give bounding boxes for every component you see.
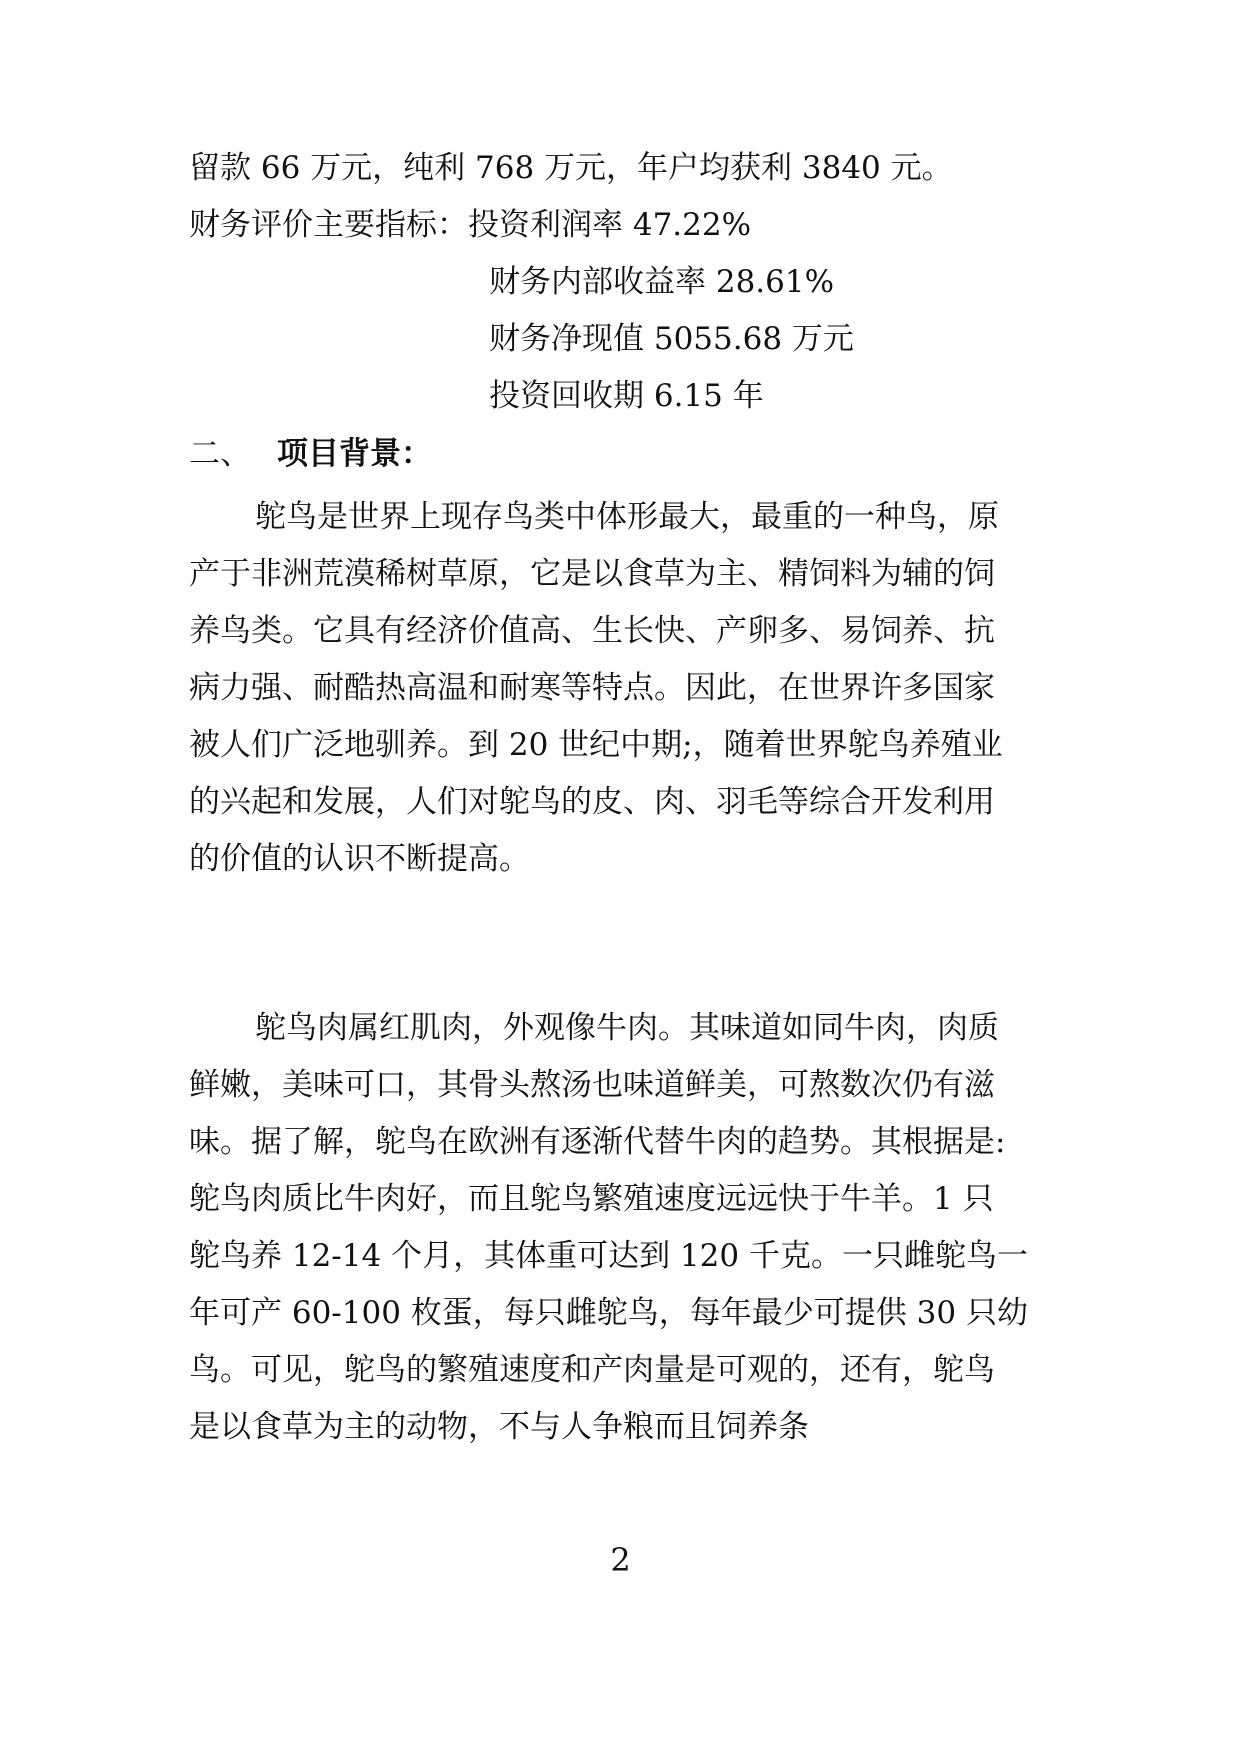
finance-metric: 投资利润率 47.22% [468,207,752,243]
paragraph-line: 的价值的认识不断提高。 [189,841,530,877]
paragraph-line: 病力强、耐酷热高温和耐寒等特点。因此，在世界许多国家 [189,670,995,706]
section-heading [189,434,432,474]
intro-line: 留款 66 万元，纯利 768 万元，年户均获利 3840 元。 [189,150,953,186]
paragraph-line: 是以食草为主的动物，不与人争粮而且饲养条 [189,1409,809,1445]
finance-label: 财务评价主要指标： [189,207,468,243]
paragraph-line: 鸵鸟是世界上现存鸟类中体形最大，最重的一种鸟，原 [255,499,999,535]
finance-metric: 投资回收期 6.15 年 [489,378,764,414]
page-number: 2 [610,1541,631,1579]
finance-metric: 财务内部收益率 28.61% [489,264,835,300]
paragraph-line: 产于非洲荒漠稀树草原，它是以食草为主、精饲料为辅的饲 [189,556,995,592]
paragraph-line: 鸵鸟肉质比牛肉好，而且鸵鸟繁殖速度远远快于牛羊。1 只 [189,1181,994,1217]
paragraph-line: 鸵鸟肉属红肌肉，外观像牛肉。其味道如同牛肉，肉质 [255,1010,999,1046]
paragraph-line: 的兴起和发展，人们对鸵鸟的皮、肉、羽毛等综合开发利用 [189,784,995,820]
paragraph-line: 被人们广泛地驯养。到 20 世纪中期;，随着世界鸵鸟养殖业 [189,727,1003,763]
paragraph-line: 味。据了解，鸵鸟在欧洲有逐渐代替牛肉的趋势。其根据是: [189,1124,1006,1160]
section-number: 二、 [189,436,251,472]
section-title: 项目背景： [277,436,432,472]
finance-indicators-line [189,205,751,245]
paragraph-line: 鸟。可见，鸵鸟的繁殖速度和产肉量是可观的，还有，鸵鸟 [189,1352,995,1388]
paragraph-line: 鲜嫩，美味可口，其骨头熬汤也味道鲜美，可熬数次仍有滋 [189,1067,995,1103]
finance-metric: 财务净现值 5055.68 万元 [489,321,854,357]
paragraph-line: 养鸟类。它具有经济价值高、生长快、产卵多、易饲养、抗 [189,613,995,649]
paragraph-line: 鸵鸟养 12-14 个月，其体重可达到 120 千克。一只雌鸵鸟一 [189,1238,1028,1274]
paragraph-line: 年可产 60-100 枚蛋，每只雌鸵鸟，每年最少可提供 30 只幼 [189,1295,1028,1331]
